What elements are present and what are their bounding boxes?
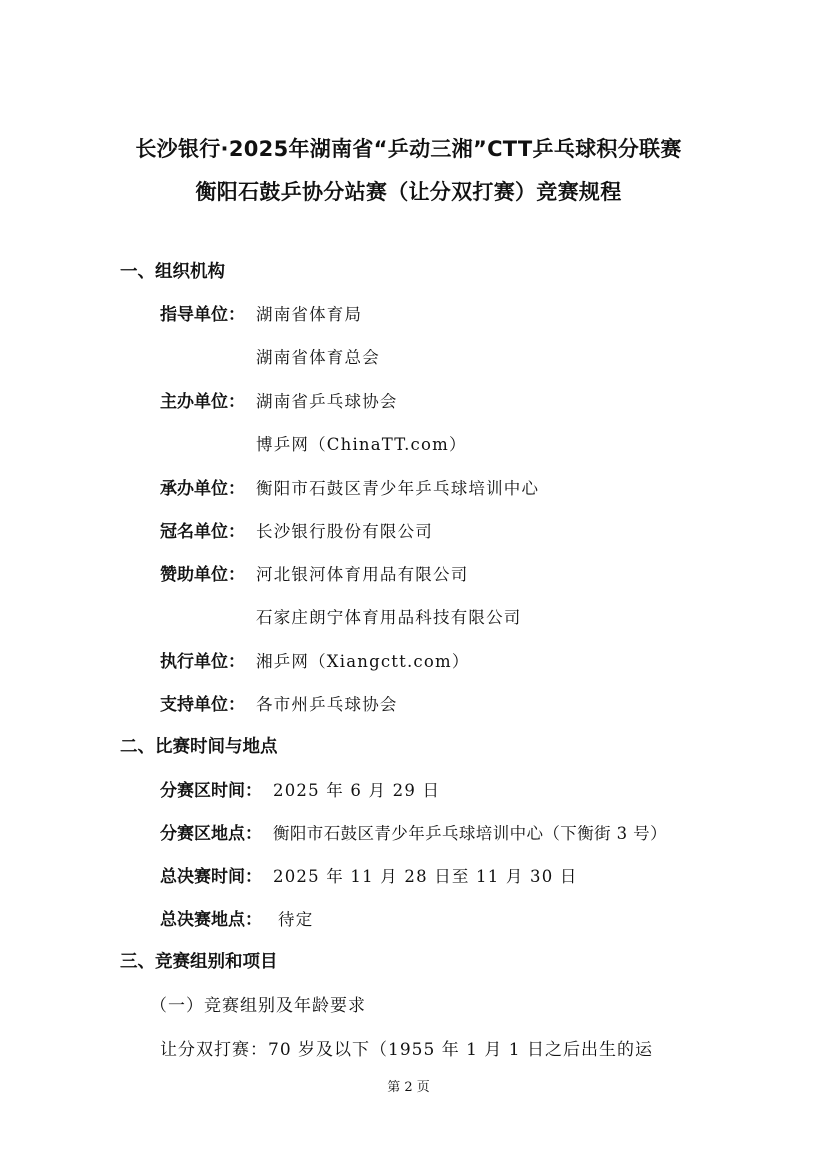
org-label-guidance: 指导单位： — [160, 305, 245, 325]
subsection-age-requirements: （一）竞赛组别及年龄要求 — [150, 996, 366, 1016]
org-value-guidance-1: 湖南省体育局 — [256, 305, 363, 324]
document-title-line-2: 衡阳石鼓乒协分站赛（让分双打赛）竞赛规程 — [195, 180, 622, 204]
schedule-label-final-time: 总决赛时间： — [160, 867, 262, 887]
document-title-line-1: 长沙银行·2025年湖南省“乒动三湘”CTT乒乓球积分联赛 — [135, 137, 682, 161]
org-label-support: 支持单位： — [160, 695, 245, 715]
schedule-label-final-location: 总决赛地点： — [160, 910, 262, 930]
schedule-label-division-time: 分赛区时间： — [160, 781, 262, 801]
org-value-guidance-2: 湖南省体育总会 — [256, 348, 380, 367]
org-value-host-1: 湖南省乒乓球协会 — [256, 392, 398, 411]
schedule-value-final-time: 2025 年 11 月 28 日至 11 月 30 日 — [273, 867, 578, 886]
schedule-label-division-location: 分赛区地点： — [160, 824, 262, 844]
page-number: 第 2 页 — [387, 1080, 430, 1095]
org-label-executor: 执行单位： — [160, 652, 245, 672]
org-value-sponsor-2: 石家庄朗宁体育用品科技有限公司 — [256, 608, 522, 627]
org-value-organizer: 衡阳市石鼓区青少年乒乓球培训中心 — [256, 479, 540, 498]
schedule-value-division-location: 衡阳市石鼓区青少年乒乓球培训中心（下衡街 3 号） — [273, 824, 667, 843]
org-value-executor: 湘乒网（Xiangctt.com） — [256, 652, 470, 671]
org-value-support: 各市州乒乓球协会 — [256, 695, 398, 714]
org-value-host-2: 博乒网（ChinaTT.com） — [256, 435, 467, 454]
section-heading-groups: 三、竞赛组别和项目 — [120, 952, 278, 972]
paragraph-doubles-age: 让分双打赛：70 岁及以下（1955 年 1 月 1 日之后出生的运 — [160, 1040, 653, 1060]
org-label-organizer: 承办单位： — [160, 479, 245, 499]
schedule-value-final-location: 待定 — [278, 910, 314, 929]
org-value-title-sponsor: 长沙银行股份有限公司 — [256, 522, 433, 541]
schedule-value-division-time: 2025 年 6 月 29 日 — [273, 781, 441, 800]
org-value-sponsor-1: 河北银河体育用品有限公司 — [256, 565, 469, 584]
org-label-host: 主办单位： — [160, 392, 245, 412]
section-heading-time-location: 二、比赛时间与地点 — [120, 737, 278, 757]
section-heading-organization: 一、组织机构 — [120, 262, 225, 282]
org-label-sponsor: 赞助单位： — [160, 565, 245, 585]
org-label-title-sponsor: 冠名单位： — [160, 522, 245, 542]
